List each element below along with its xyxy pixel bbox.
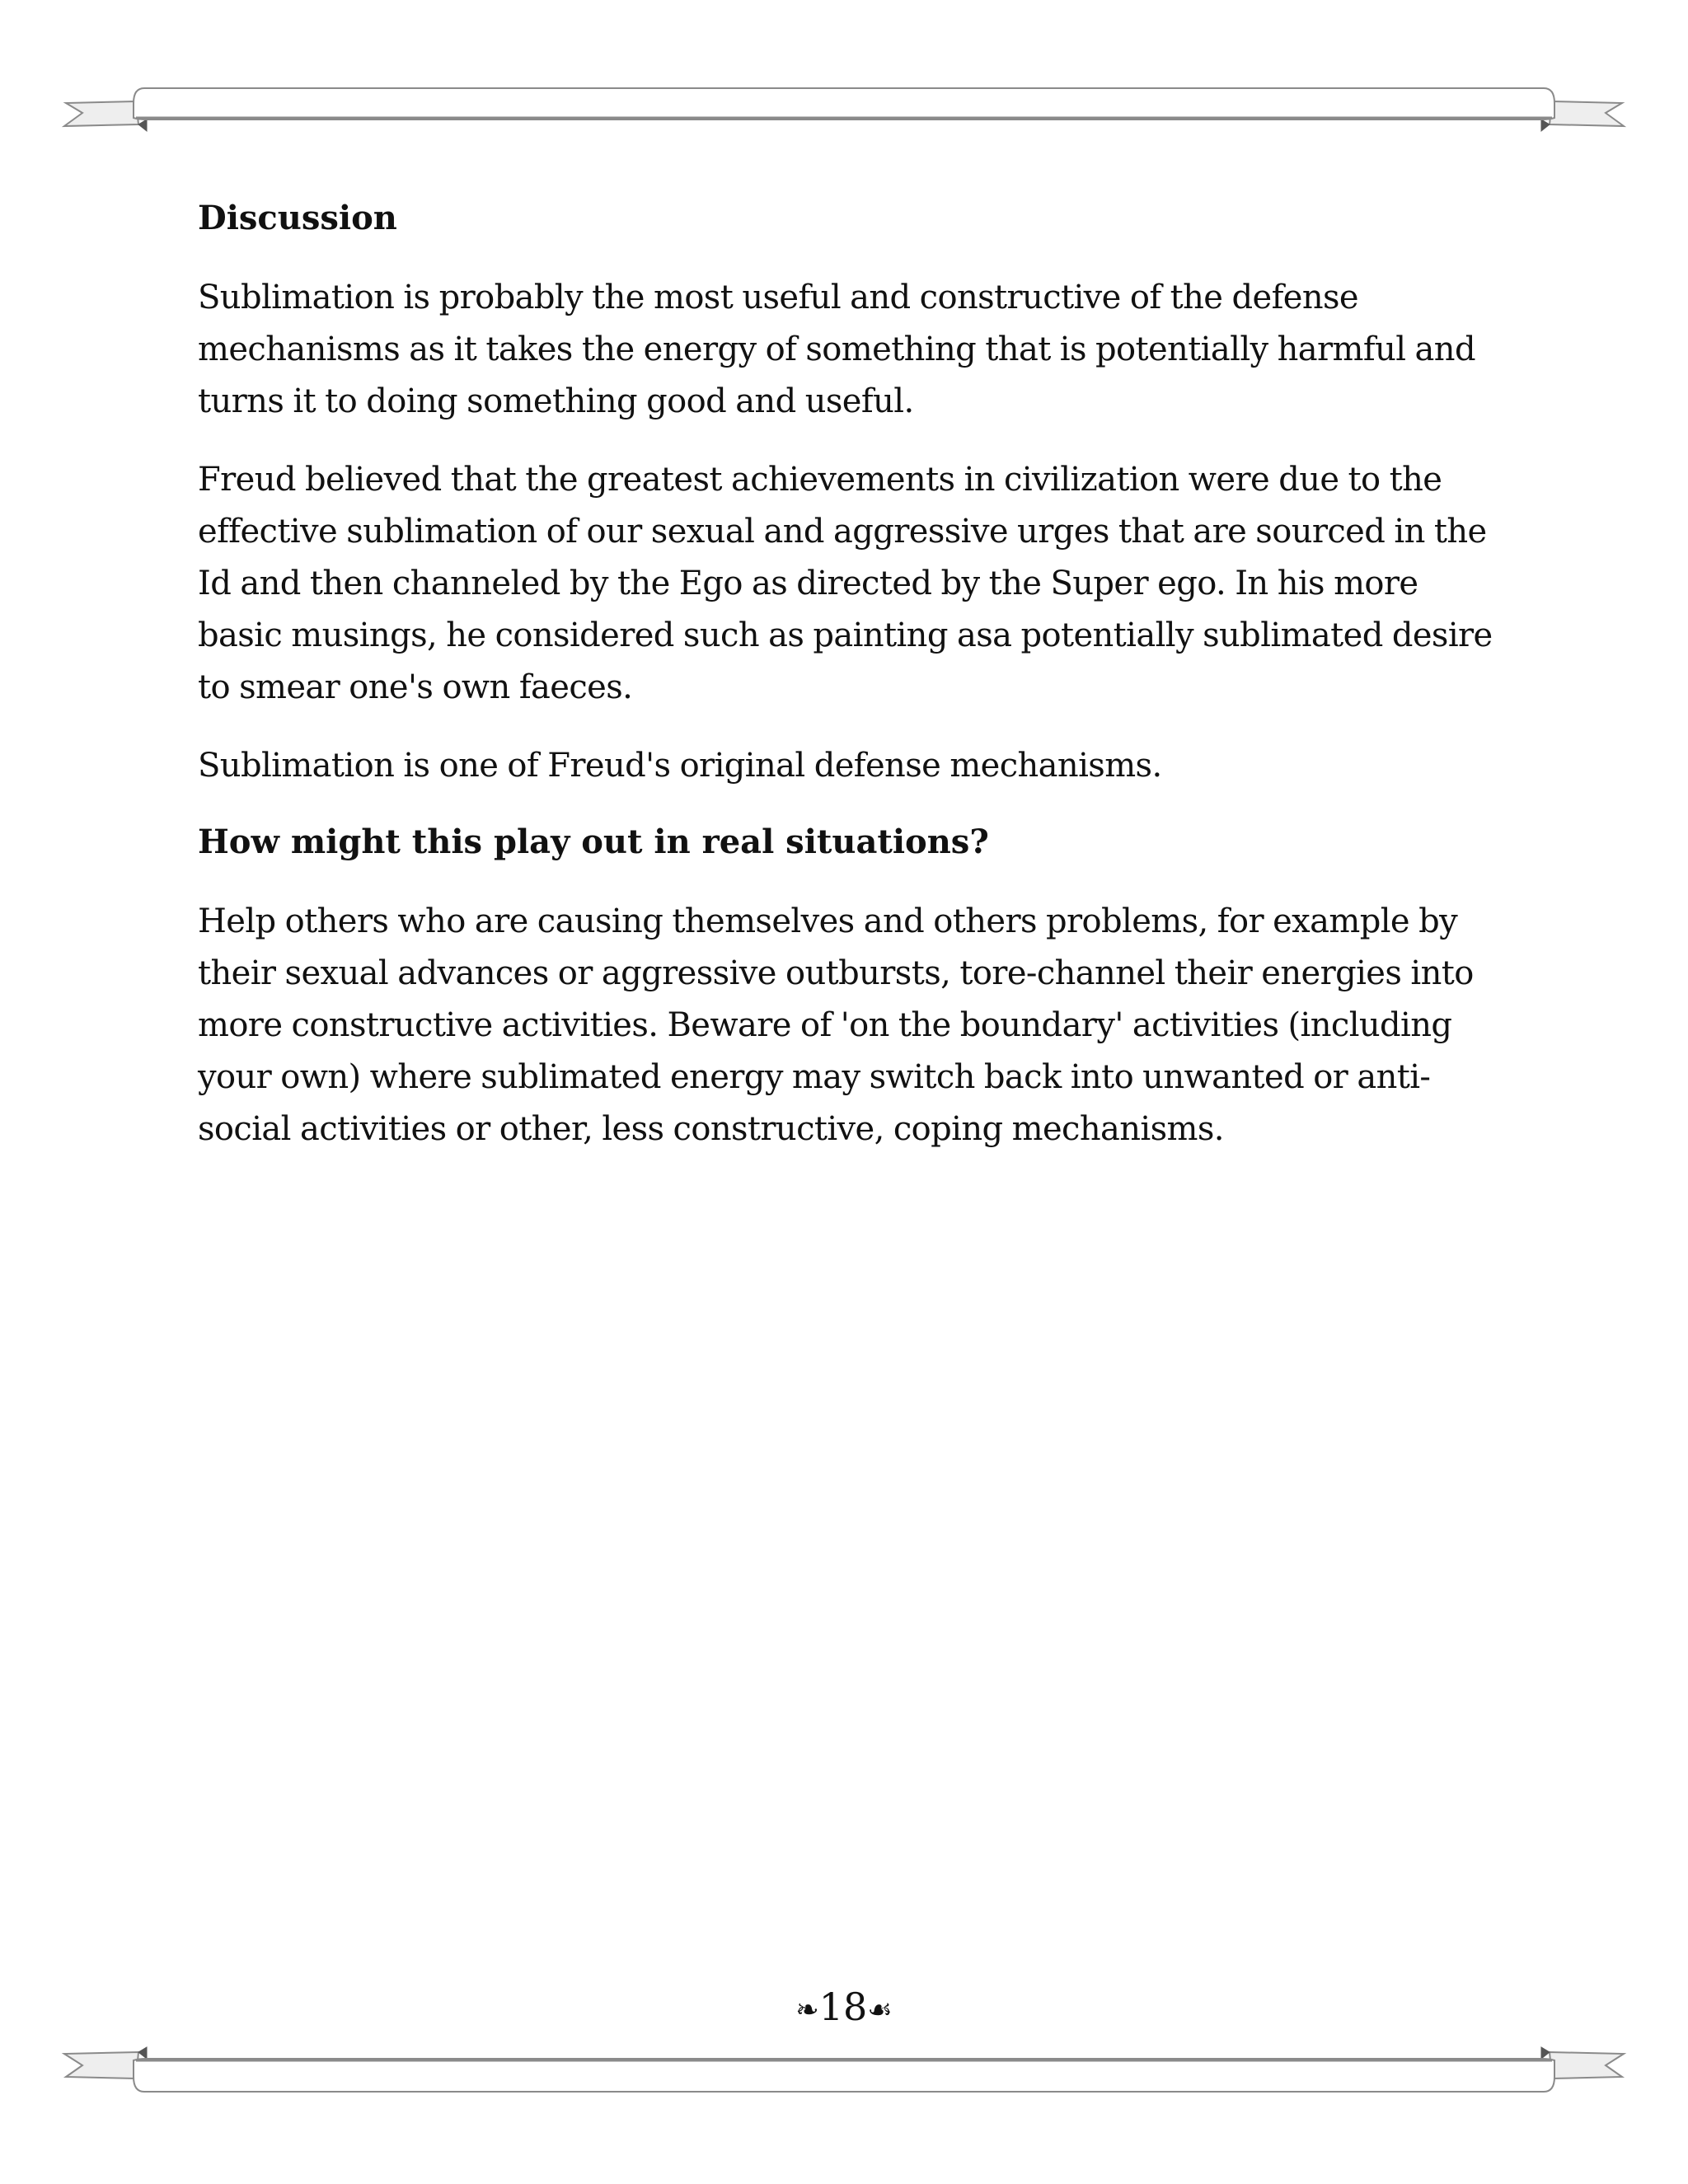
bottom-scroll-banner xyxy=(0,2036,1688,2102)
paragraph-discussion-1: Sublimation is probably the most useful and constructive of the defense mechanisms as it takes the energy of something that is potentially harmful and turns it to doing something good and useful. xyxy=(198,279,1475,420)
heading-real-situations: How might this play out in real situations? xyxy=(198,823,989,861)
paragraph-discussion-3: Sublimation is one of Freud's original defense mechanisms. xyxy=(198,747,1162,785)
paragraph-situations-1: Help others who are causing themselves and others problems, for example by their sexual advances or aggressive outbursts, tore-channel their energies into more constructive activities. Beware of 'on the boundary' activities (including your own) where sublimated energy may switch back into unwanted or anti-social activities or other, less constructive, coping mechanisms. xyxy=(198,902,1474,1148)
scroll-ribbon-icon xyxy=(0,78,1688,144)
heading-discussion: Discussion xyxy=(198,199,397,237)
paragraph-discussion-2: Freud believed that the greatest achievements in civilization were due to the effective sublimation of our sexual and aggressive urges that are sourced in the Id and then channeled by the Ego as directed by the Super ego. In his more basic musings, he considered such as painting asa potentially sublimated desire to smear one's own faeces. xyxy=(198,461,1493,706)
page-number-footer xyxy=(0,1982,1688,2035)
top-scroll-banner xyxy=(0,78,1688,144)
floral-heart-icon: ❧ xyxy=(795,1994,819,2027)
page-number: 18 xyxy=(818,1985,868,2029)
page-content xyxy=(198,194,1500,1182)
floral-heart-icon: ☙ xyxy=(867,1994,893,2027)
scroll-ribbon-icon xyxy=(0,2036,1688,2102)
